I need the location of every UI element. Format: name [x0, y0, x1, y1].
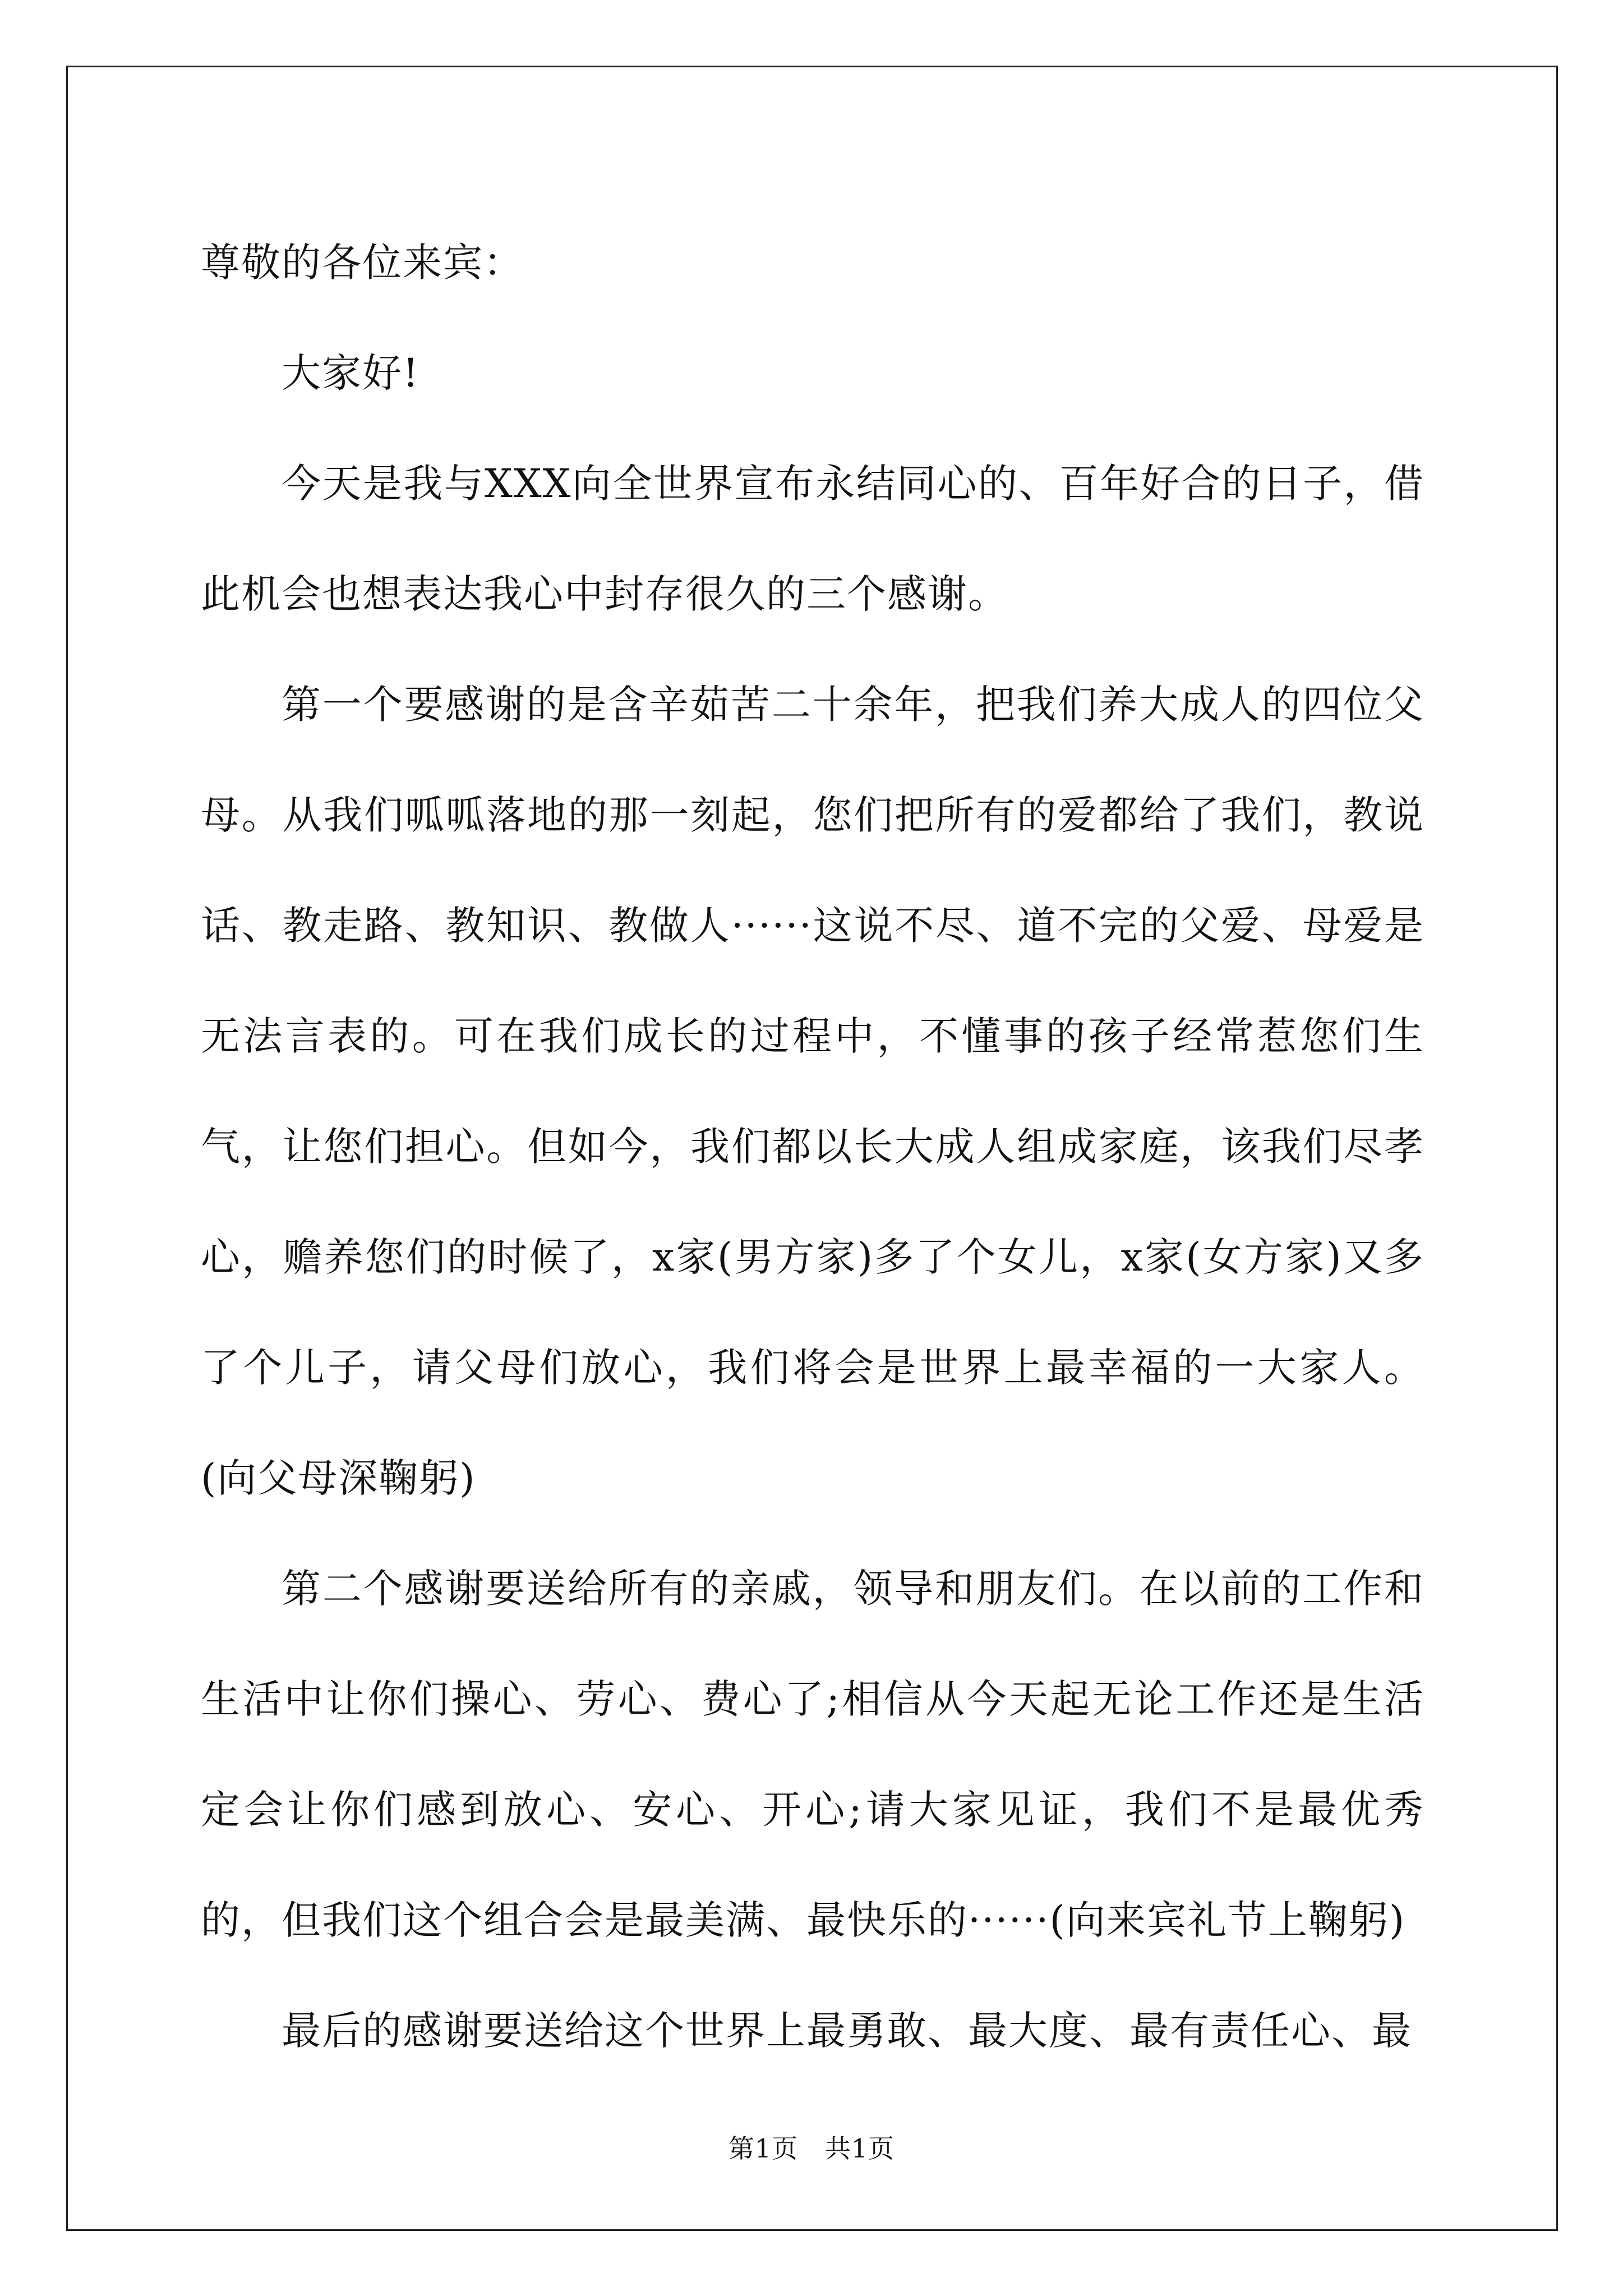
- page-footer: [0, 2132, 1623, 2165]
- paragraph-thanks-parents: 第一个要感谢的是含辛茹苦二十余年，把我们养大成人的四位父母。从我们呱呱落地的那一刻起，您们把所有的爱都给了我们，教说话、教走路、教知识、教做人······这说不尽、道不完的父爱、母爱是无法言表的。可在我们成长的过程中，不懂事的孩子经常惹您们生气，让您们担心。但如今，我们都以长大成人组成家庭，该我们尽孝心，赡养您们的时候了，x家(男方家)多了个女儿，x家(女方家)又多了个儿子，请父母们放心，我们将会是世界上最幸福的一大家人。(向父母深鞠躬): [201, 682, 1424, 1501]
- page-total: 共1页: [824, 2133, 895, 2164]
- paragraph-intro: 今天是我与XXX向全世界宣布永结同心的、百年好合的日子，借此机会也想表达我心中封存很久的三个感谢。: [201, 461, 1424, 617]
- salutation: 尊敬的各位来宾：: [201, 240, 524, 286]
- paragraph-thanks-guests: 第二个感谢要送给所有的亲戚，领导和朋友们。在以前的工作和生活中让你们操心、劳心、费心了;相信从今天起无论工作还是生活定会让你们感到放心、安心、开心;请大家见证，我们不是最优秀的，但我们这个组合会是最美满、最快乐的······(向来宾礼节上鞠躬): [201, 1566, 1424, 1943]
- page-number: 第1页: [728, 2133, 799, 2164]
- document-body: [201, 208, 1424, 2086]
- paragraph-final-thanks: 最后的感谢要送给这个世界上最勇敢、最大度、最有责任心、最: [282, 2008, 1412, 2054]
- greeting: 大家好!: [282, 350, 420, 396]
